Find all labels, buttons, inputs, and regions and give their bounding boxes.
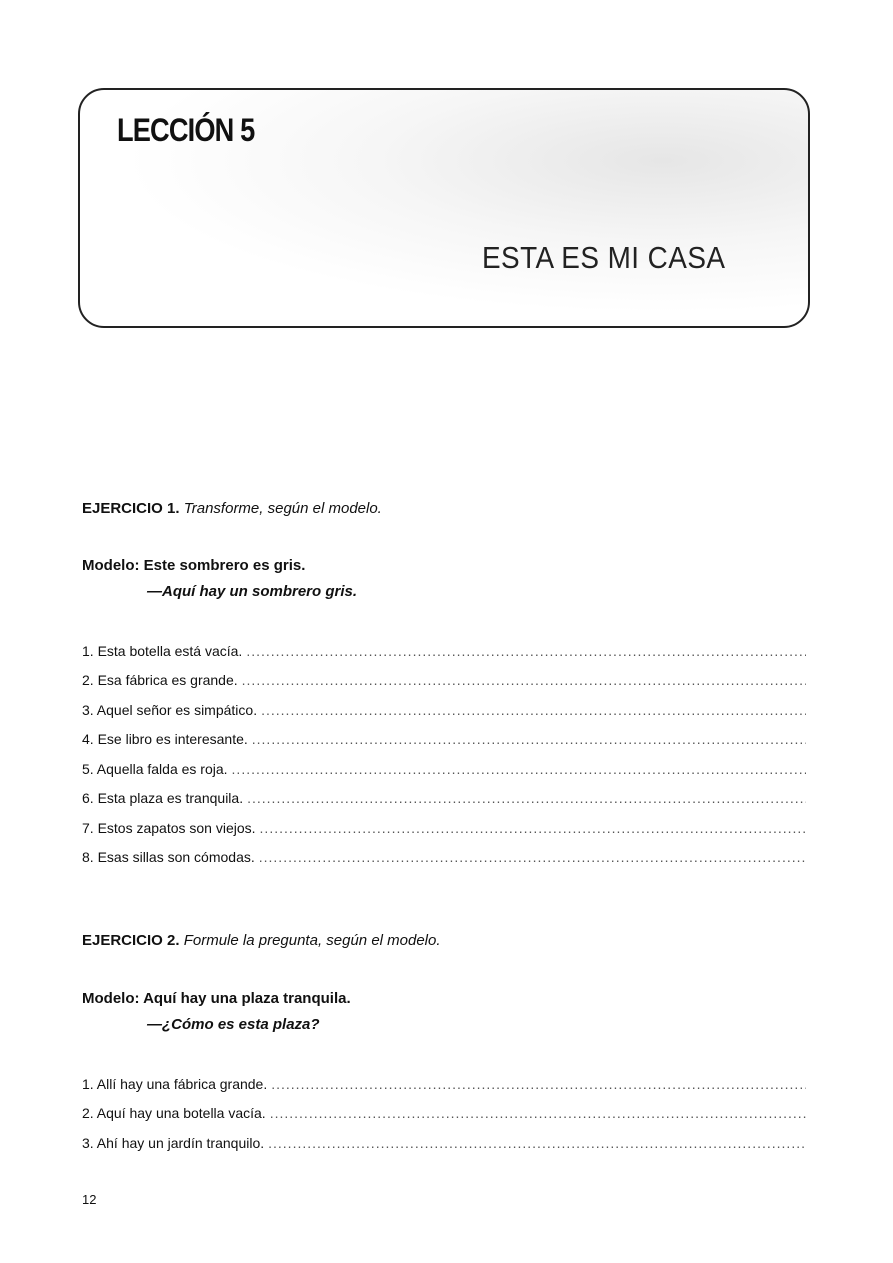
- lesson-title: ESTA ES MI CASA: [482, 240, 726, 275]
- item-text: 6. Esta plaza es tranquila.: [82, 790, 244, 806]
- exercise2-instruction: Formule la pregunta, según el modelo.: [183, 932, 441, 949]
- exercise1-item: [82, 731, 806, 747]
- item-text: 1. Esta botella está vacía.: [82, 643, 243, 659]
- exercise1-item: [82, 820, 806, 836]
- answer-line[interactable]: [232, 761, 806, 777]
- exercise2-model-answer: —¿Cómo es esta plaza?: [147, 1016, 320, 1033]
- exercise1-instruction: Transforme, según el modelo.: [183, 500, 382, 517]
- item-text: 1. Allí hay una fábrica grande.: [82, 1076, 268, 1092]
- exercise1-heading: [82, 500, 382, 517]
- answer-line[interactable]: [246, 643, 806, 659]
- exercise1-label: EJERCICIO 1.: [82, 500, 180, 517]
- exercise2-item: [82, 1135, 806, 1151]
- exercise1-item: [82, 672, 806, 688]
- item-text: 7. Estos zapatos son viejos.: [82, 820, 256, 836]
- answer-line[interactable]: [261, 702, 806, 718]
- answer-line[interactable]: [259, 849, 806, 865]
- exercise2-item: [82, 1076, 806, 1092]
- answer-line[interactable]: [247, 790, 806, 806]
- exercise1-item: [82, 849, 806, 865]
- exercise1-model: Modelo: Este sombrero es gris.: [82, 557, 306, 574]
- exercise2-heading: [82, 932, 441, 949]
- answer-line[interactable]: [252, 731, 806, 747]
- answer-line[interactable]: [268, 1135, 806, 1151]
- exercise1-item: [82, 790, 806, 806]
- item-text: 4. Ese libro es interesante.: [82, 731, 248, 747]
- item-text: 8. Esas sillas son cómodas.: [82, 849, 255, 865]
- item-text: 2. Esa fábrica es grande.: [82, 672, 238, 688]
- exercise1-item: [82, 761, 806, 777]
- answer-line[interactable]: [271, 1076, 806, 1092]
- exercise2-model: Modelo: Aquí hay una plaza tranquila.: [82, 990, 351, 1007]
- exercise1-item: [82, 643, 806, 659]
- answer-line[interactable]: [270, 1105, 806, 1121]
- exercise1-item: [82, 702, 806, 718]
- item-text: 5. Aquella falda es roja.: [82, 761, 228, 777]
- exercise2-item: [82, 1105, 806, 1121]
- page-number: 12: [82, 1192, 97, 1207]
- exercise2-label: EJERCICIO 2.: [82, 932, 180, 949]
- exercise1-model-answer: —Aquí hay un sombrero gris.: [147, 583, 358, 600]
- item-text: 2. Aquí hay una botella vacía.: [82, 1105, 266, 1121]
- lesson-number: LECCIÓN 5: [117, 112, 255, 148]
- answer-line[interactable]: [242, 672, 806, 688]
- item-text: 3. Aquel señor es simpático.: [82, 702, 258, 718]
- answer-line[interactable]: [260, 820, 806, 836]
- item-text: 3. Ahí hay un jardín tranquilo.: [82, 1135, 265, 1151]
